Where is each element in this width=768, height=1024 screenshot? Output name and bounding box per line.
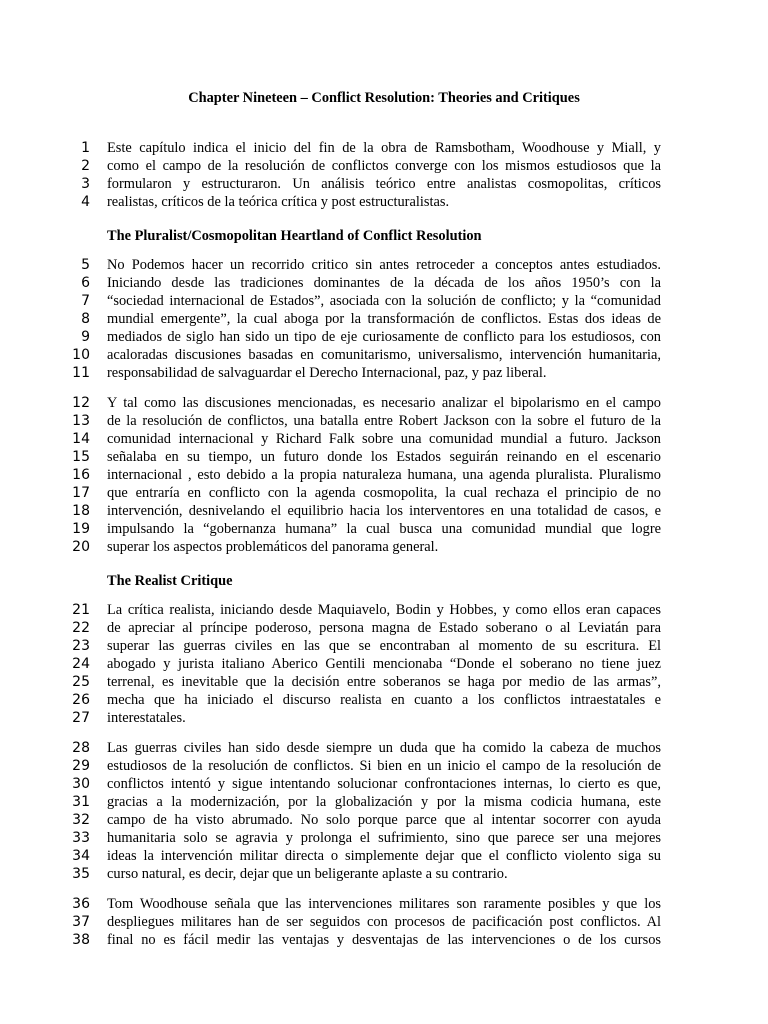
text-line bbox=[0, 619, 768, 637]
paragraph bbox=[0, 256, 768, 382]
text-line bbox=[0, 811, 768, 829]
text-line bbox=[0, 691, 768, 709]
line-text: final no es fácil medir las ventajas y desventajas de las intervenciones o de los cursos bbox=[107, 932, 661, 948]
line-number: 18 bbox=[72, 503, 90, 519]
line-text: gracias a la modernización, por la globalización y por la misma codicia humana, este bbox=[107, 794, 661, 810]
text-line bbox=[0, 502, 768, 520]
line-number: 26 bbox=[72, 692, 90, 708]
line-number: 36 bbox=[72, 896, 90, 912]
line-number: 23 bbox=[72, 638, 90, 654]
text-line bbox=[0, 310, 768, 328]
text-line bbox=[0, 139, 768, 157]
chapter-title: Chapter Nineteen – Conflict Resolution: Theories and Critiques bbox=[188, 90, 580, 106]
text-line bbox=[0, 895, 768, 913]
line-number: 2 bbox=[81, 158, 90, 174]
line-text: internacional , esto debido a la propia naturaleza humana, una agenda pluralista. Pluralismo bbox=[107, 467, 661, 483]
line-number: 27 bbox=[72, 710, 90, 726]
text-line bbox=[0, 292, 768, 310]
line-number: 19 bbox=[72, 521, 90, 537]
line-text: Iniciando desde las tradiciones dominantes de la década de los años 1950’s con la bbox=[107, 275, 661, 291]
line-number: 31 bbox=[72, 794, 90, 810]
line-text: señalaba en su tiempo, un futuro donde los Estados seguirán reinando en el escenario bbox=[107, 449, 661, 465]
line-number: 4 bbox=[81, 194, 90, 210]
text-line bbox=[0, 655, 768, 673]
text-line bbox=[0, 775, 768, 793]
line-text: de apreciar al príncipe poderoso, persona magna de Estado soberano o al Leviatán para bbox=[107, 620, 661, 636]
text-line bbox=[0, 847, 768, 865]
text-line bbox=[0, 601, 768, 619]
line-number: 14 bbox=[72, 431, 90, 447]
line-number: 38 bbox=[72, 932, 90, 948]
text-line bbox=[0, 364, 768, 382]
text-line bbox=[0, 709, 768, 727]
line-number: 17 bbox=[72, 485, 90, 501]
line-number: 12 bbox=[72, 395, 90, 411]
text-line bbox=[0, 394, 768, 412]
line-number: 24 bbox=[72, 656, 90, 672]
line-text: La crítica realista, iniciando desde Maquiavelo, Bodin y Hobbes, y como ellos eran capaces bbox=[107, 602, 661, 618]
line-number: 20 bbox=[72, 539, 90, 555]
line-text: No Podemos hacer un recorrido critico sin antes retroceder a conceptos antes estudiados. bbox=[107, 257, 661, 273]
line-text: abogado y jurista italiano Aberico Gentili mencionaba “Donde el soberano no tiene juez bbox=[107, 656, 661, 672]
line-text: humanitaria solo se agravia y prolonga el sufrimiento, sino que parece ser una mejores bbox=[107, 830, 661, 846]
line-number: 7 bbox=[81, 293, 90, 309]
text-line bbox=[0, 193, 768, 211]
line-text: mundial emergente”, la cual aboga por la transformación de conflictos. Estas dos ideas de bbox=[107, 311, 661, 327]
line-number: 5 bbox=[81, 257, 90, 273]
text-line bbox=[0, 484, 768, 502]
line-text: superar los aspectos problemáticos del panorama general. bbox=[107, 539, 439, 555]
line-text: de la resolución de conflictos, una batalla entre Robert Jackson con la sobre el futuro de la bbox=[107, 413, 661, 429]
line-text: estudiosos de la resolución de conflictos. Si bien en un inicio el campo de la resolución de bbox=[107, 758, 661, 774]
text-line bbox=[0, 274, 768, 292]
line-text: superar las guerras civiles en las que se encontraban al momento de su escritura. El bbox=[107, 638, 661, 654]
line-number: 9 bbox=[81, 329, 90, 345]
line-number: 33 bbox=[72, 830, 90, 846]
line-number: 22 bbox=[72, 620, 90, 636]
text-line bbox=[0, 448, 768, 466]
line-text: terrenal, es inevitable que la decisión entre soberanos se haga por medio de las armas”, bbox=[107, 674, 661, 690]
paragraph bbox=[0, 139, 768, 211]
line-number: 13 bbox=[72, 413, 90, 429]
line-number: 25 bbox=[72, 674, 90, 690]
section-heading: The Realist Critique bbox=[107, 573, 233, 589]
line-number: 8 bbox=[81, 311, 90, 327]
line-text: responsabilidad de salvaguardar el Derecho Internacional, paz, y paz liberal. bbox=[107, 365, 547, 381]
line-text: interestatales. bbox=[107, 710, 186, 726]
line-text: formularon y estructuraron. Un análisis teórico entre analistas cosmopolitas, críticos bbox=[107, 176, 661, 192]
line-text: acaloradas discusiones basadas en comunitarismo, universalismo, intervención humanitaria, bbox=[107, 347, 661, 363]
text-line bbox=[0, 829, 768, 847]
text-line bbox=[0, 673, 768, 691]
line-number: 3 bbox=[81, 176, 90, 192]
line-number: 29 bbox=[72, 758, 90, 774]
line-text: intervención, desnivelando el equilibrio hacia los interventores en una totalidad de casos, e bbox=[107, 503, 661, 519]
line-number: 6 bbox=[81, 275, 90, 291]
line-text: conflictos intentó y sigue intentando solucionar confrontaciones internas, lo cierto es que, bbox=[107, 776, 661, 792]
line-number: 35 bbox=[72, 866, 90, 882]
text-line bbox=[0, 520, 768, 538]
line-text: Y tal como las discusiones mencionadas, es necesario analizar el bipolarismo en el campo bbox=[107, 395, 661, 411]
line-number: 28 bbox=[72, 740, 90, 756]
text-line bbox=[0, 430, 768, 448]
paragraph bbox=[0, 601, 768, 727]
line-text: realistas, críticos de la teórica crítica y post estructuralistas. bbox=[107, 194, 450, 210]
line-text: como el campo de la resolución de conflictos converge con los mismos estudiosos que la bbox=[107, 158, 661, 174]
line-text: curso natural, es decir, dejar que un beligerante aplaste a su contrario. bbox=[107, 866, 508, 882]
line-text: impulsando la “gobernanza humana” la cual busca una comunidad mundial que logre bbox=[107, 521, 661, 537]
line-number: 34 bbox=[72, 848, 90, 864]
text-line bbox=[0, 931, 768, 949]
text-line bbox=[0, 757, 768, 775]
line-text: Las guerras civiles han sido desde siempre un duda que ha comido la cabeza de muchos bbox=[107, 740, 661, 756]
text-line bbox=[0, 175, 768, 193]
text-line bbox=[0, 412, 768, 430]
paragraph bbox=[0, 739, 768, 883]
paragraph bbox=[0, 394, 768, 556]
line-text: campo de ha visto abrumado. No solo porque parce que al intentar socorrer con ayuda bbox=[107, 812, 661, 828]
text-line bbox=[0, 328, 768, 346]
line-text: Tom Woodhouse señala que las intervenciones militares son raramente posibles y que los bbox=[107, 896, 661, 912]
section-heading: The Pluralist/Cosmopolitan Heartland of Conflict Resolution bbox=[107, 228, 482, 244]
text-line bbox=[0, 739, 768, 757]
line-text: comunidad internacional y Richard Falk sobre una comunidad mundial a futuro. Jackson bbox=[107, 431, 661, 447]
text-line bbox=[0, 256, 768, 274]
line-text: despliegues militares han de ser seguidos con procesos de pacificación post conflictos. Al bbox=[107, 914, 661, 930]
text-line bbox=[0, 637, 768, 655]
paragraph bbox=[0, 895, 768, 949]
line-number: 37 bbox=[72, 914, 90, 930]
text-line bbox=[0, 865, 768, 883]
text-line bbox=[0, 346, 768, 364]
line-number: 21 bbox=[72, 602, 90, 618]
line-number: 10 bbox=[72, 347, 90, 363]
line-number: 30 bbox=[72, 776, 90, 792]
line-number: 32 bbox=[72, 812, 90, 828]
line-text: mecha que ha iniciado el discurso realista en cuanto a los conflictos intraestatales e bbox=[107, 692, 661, 708]
text-line bbox=[0, 157, 768, 175]
line-number: 16 bbox=[72, 467, 90, 483]
text-line bbox=[0, 913, 768, 931]
line-number: 15 bbox=[72, 449, 90, 465]
line-text: Este capítulo indica el inicio del fin de la obra de Ramsbotham, Woodhouse y Miall, y bbox=[107, 140, 661, 156]
text-line bbox=[0, 538, 768, 556]
text-line bbox=[0, 793, 768, 811]
line-text: mediados de siglo han sido un tipo de eje curiosamente de conflicto para los estudiosos, con bbox=[107, 329, 661, 345]
line-text: que entraría en conflicto con la agenda cosmopolita, la cual rechaza el principio de no bbox=[107, 485, 661, 501]
text-line bbox=[0, 466, 768, 484]
line-number: 1 bbox=[81, 140, 90, 156]
line-text: ideas la intervención militar directa o simplemente dejar que el conflicto violento siga su bbox=[107, 848, 661, 864]
line-number: 11 bbox=[72, 365, 90, 381]
line-text: “sociedad internacional de Estados”, asociada con la solución de conflicto; y la “comunidad bbox=[107, 293, 661, 309]
